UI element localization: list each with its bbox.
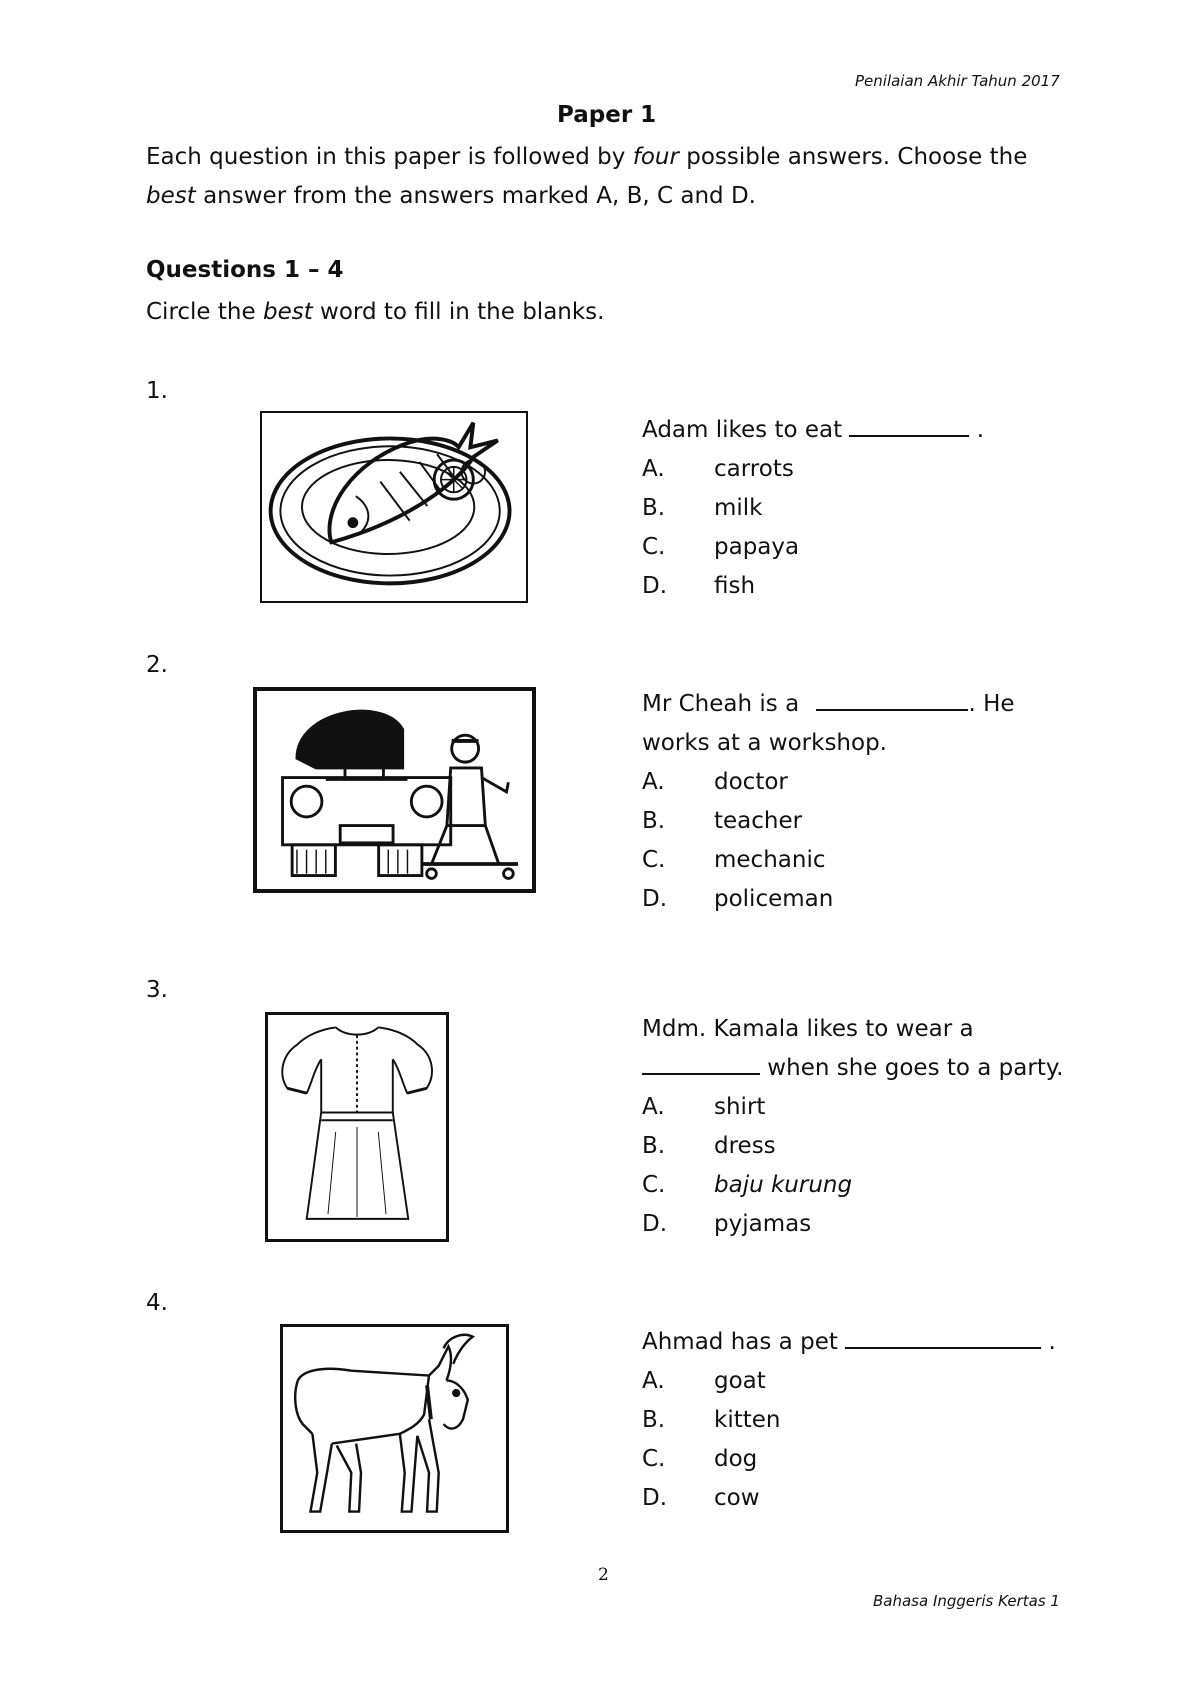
option-b[interactable]: B. kitten — [642, 1407, 781, 1433]
option-a[interactable]: A. carrots — [642, 456, 794, 482]
section-instruction: Circle the best word to fill in the blanks. — [146, 299, 605, 325]
question-text-line2: when she goes to a party. — [642, 1049, 1082, 1088]
answer-blank — [849, 413, 969, 437]
option-b[interactable]: B. teacher — [642, 808, 803, 834]
option-d[interactable]: D. cow — [642, 1485, 760, 1511]
answer-blank — [845, 1325, 1041, 1349]
options-list — [642, 763, 833, 919]
question-number: 3. — [146, 977, 168, 1003]
option-d[interactable]: D. policeman — [642, 886, 834, 912]
question-text — [642, 1010, 1082, 1088]
mechanic-image — [253, 687, 536, 893]
question-number: 1. — [146, 378, 168, 404]
option-a[interactable]: A. goat — [642, 1368, 766, 1394]
option-b[interactable]: B. dress — [642, 1133, 776, 1159]
question-text-line1: Mr Cheah is a . He — [642, 685, 1042, 724]
question-text — [642, 685, 1042, 763]
goat-image — [280, 1324, 509, 1533]
options-list — [642, 450, 799, 606]
option-a[interactable]: A. doctor — [642, 769, 788, 795]
question-text: Ahmad has a pet . — [642, 1323, 1056, 1362]
question-text-line2: works at a workshop. — [642, 730, 887, 756]
options-list — [642, 1362, 780, 1518]
subject-footer: Bahasa Inggeris Kertas 1 — [873, 1592, 1060, 1610]
option-d[interactable]: D. pyjamas — [642, 1211, 812, 1237]
dress-image — [265, 1012, 449, 1242]
instructions — [146, 138, 1046, 216]
question-number: 2. — [146, 652, 168, 678]
options-list — [642, 1088, 852, 1244]
answer-blank — [816, 687, 968, 711]
option-b[interactable]: B. milk — [642, 495, 763, 521]
question-number: 4. — [146, 1290, 168, 1316]
instructions-line2: best answer from the answers marked A, B, C and D. — [146, 183, 756, 209]
option-c[interactable]: C. papaya — [642, 534, 800, 560]
fish-on-plate-image — [260, 411, 528, 603]
option-c[interactable]: C. dog — [642, 1446, 758, 1472]
question-text-line1: Mdm. Kamala likes to wear a — [642, 1016, 974, 1042]
exam-header: Penilaian Akhir Tahun 2017 — [855, 72, 1060, 90]
option-c[interactable]: C. mechanic — [642, 847, 826, 873]
instructions-line1: Each question in this paper is followed by four possible answers. Choose the — [146, 144, 1028, 170]
question-text: Adam likes to eat . — [642, 411, 984, 450]
option-d[interactable]: D. fish — [642, 573, 756, 599]
answer-blank — [642, 1051, 760, 1075]
section-heading: Questions 1 – 4 — [146, 257, 344, 283]
page-number: 2 — [598, 1565, 609, 1585]
paper-title: Paper 1 — [557, 102, 657, 128]
option-c[interactable]: C. baju kurung — [642, 1172, 853, 1198]
option-a[interactable]: A. shirt — [642, 1094, 766, 1120]
